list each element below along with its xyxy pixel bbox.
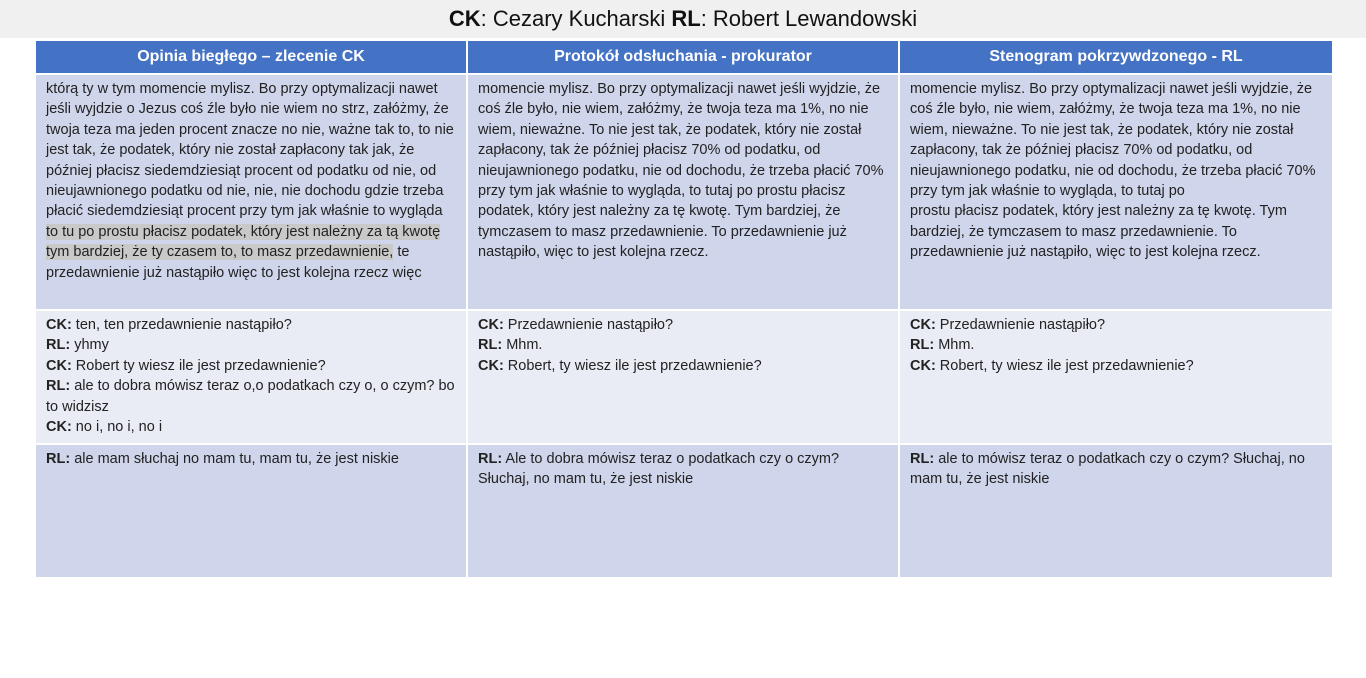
dialogue-text: ten, ten przedawnienie nastąpiło? [71, 317, 292, 333]
header-expert-opinion: Opinia biegłego – zlecenie CK [35, 40, 467, 74]
header-victim-transcript: Stenogram pokrzywdzonego - RL [899, 40, 1333, 74]
dialogue-text: Robert, ty wiesz ile jest przedawnienie? [935, 357, 1194, 374]
cell-prosecutor-protocol [467, 310, 899, 444]
cell-expert-opinion [35, 74, 467, 310]
dialogue-line [910, 356, 1322, 376]
dialogue-line [46, 356, 456, 376]
comparison-table [34, 39, 1334, 579]
dialogue-text: Robert, ty wiesz ile jest przedawnienie? [503, 357, 762, 374]
speaker-label: RL: [478, 451, 503, 467]
speaker-label: RL: [478, 337, 503, 354]
speaker-label: RL: [46, 378, 71, 395]
cell-expert-opinion [35, 444, 467, 578]
speaker-label: CK: [910, 317, 936, 333]
title-ck-abbr: CK [448, 6, 481, 31]
cell-text: którą ty w tym momencie mylisz. Bo przy optymalizacji nawet jeśli wyjdzie o Jezus coś źle było nie wiem no strz, załóżmy, że twoja teza ma jeden procent znacze no nie, ważne tak to, to nie jest tak, że podatek, który nie został zapłacony tak jak, że później płacisz siedemdziesiąt procent od podatku od nie, od nieujawnionego podatku od nie, nie, nie dochodu gdzie trzeba płacić siedemdziesiąt procent przy tym jak właśnie to wygląda [46, 81, 454, 220]
dialogue-text: ale to dobra mówisz teraz o,o podatkach czy o, o czym? bo to widzisz [46, 378, 455, 415]
cell-text: te przedawnienie już nastąpiło więc to jest kolejna rzecz więc [46, 244, 422, 281]
speaker-label: CK: [46, 357, 72, 374]
speaker-label: CK: [478, 317, 504, 333]
title-rl-name: : Robert Lewandowski [700, 6, 918, 31]
speaker-label: RL: [910, 337, 935, 354]
title-ck-name: : Cezary Kucharski [480, 6, 672, 31]
header-prosecutor-protocol: Protokół odsłuchania - prokurator [467, 40, 899, 74]
dialogue-line [478, 356, 888, 376]
title-rl-abbr: RL [671, 6, 701, 31]
dialogue-text: Mhm. [934, 337, 975, 354]
cell-text: momencie mylisz. Bo przy optymalizacji nawet jeśli wyjdzie, że coś źle było, nie wiem, załóżmy, że twoja teza ma 1%, no nie wiem, nieważne. To nie jest tak, że podatek, który nie został zapłacony, tak że później płacisz 70% od podatku, od nieujawnionego podatku, nie od dochodu, że trzeba płacić 70% przy tym jak właśnie to wygląda, to tutaj po [910, 81, 1316, 200]
highlighted-text: to tu po prostu płacisz podatek, który jest należny za tą kwotę tym bardziej, że ty czasem to, to masz przedawnienie, [46, 223, 441, 261]
dialogue-line [478, 335, 888, 355]
dialogue-line [910, 335, 1322, 355]
cell-expert-opinion [35, 310, 467, 444]
cell-prosecutor-protocol [467, 74, 899, 310]
dialogue-line [46, 335, 456, 355]
dialogue-text: no i, no i, no i [71, 419, 163, 436]
slide-title [0, 0, 1366, 38]
dialogue-text: ale mam słuchaj no mam tu, mam tu, że jest niskie [70, 451, 399, 467]
table-row [35, 74, 1333, 310]
cell-victim-transcript [899, 444, 1333, 578]
dialogue-text: Mhm. [502, 337, 543, 354]
dialogue-line [478, 315, 888, 335]
header-row [35, 40, 1333, 74]
dialogue-text: Przedawnienie nastąpiło? [503, 317, 674, 333]
speaker-label: CK: [46, 419, 72, 436]
speaker-label: RL: [46, 337, 71, 354]
speaker-label: CK: [46, 317, 72, 333]
cell-text: prostu płacisz podatek, który jest należny za tę kwotę. Tym bardziej, że tymczasem to masz przedawnienie. To przedawnienie już nastąpiło, więc to jest kolejna rzecz. [910, 203, 1287, 261]
speaker-label: RL: [46, 451, 71, 467]
speaker-label: CK: [478, 357, 504, 374]
cell-victim-transcript [899, 310, 1333, 444]
cell-text: momencie mylisz. Bo przy optymalizacji nawet jeśli wyjdzie, że coś źle było, nie wiem, załóżmy, że twoja teza ma 1%, no nie wiem, nieważne. To nie jest tak, że podatek, który nie został zapłacony, tak że później płacisz 70% od podatku, od nieujawnionego podatku, nie od dochodu, że trzeba płacić 70% przy tym jak właśnie to wygląda, to tutaj po prostu płacisz podatek, który jest należny za tę kwotę. Tym bardziej, że tymczasem to masz przedawnienie. To przedawnienie już nastąpiło, więc to jest kolejna rzecz. [478, 81, 884, 261]
cell-prosecutor-protocol [467, 444, 899, 578]
dialogue-line [910, 315, 1322, 335]
table-row [35, 444, 1333, 578]
dialogue-text: Ale to dobra mówisz teraz o podatkach czy o czym? Słuchaj, no mam tu, że jest niskie [478, 451, 840, 488]
table-row [35, 310, 1333, 444]
dialogue-text: Robert ty wiesz ile jest przedawnienie? [71, 357, 326, 374]
speaker-label: RL: [910, 451, 935, 467]
dialogue-text: Przedawnienie nastąpiło? [935, 317, 1106, 333]
dialogue-text: ale to mówisz teraz o podatkach czy o czym? Słuchaj, no mam tu, że jest niskie [910, 451, 1305, 488]
dialogue-line [46, 315, 456, 335]
cell-victim-transcript [899, 74, 1333, 310]
dialogue-text: yhmy [70, 337, 109, 354]
dialogue-line [46, 417, 456, 437]
speaker-label: CK: [910, 357, 936, 374]
dialogue-line [46, 376, 456, 417]
